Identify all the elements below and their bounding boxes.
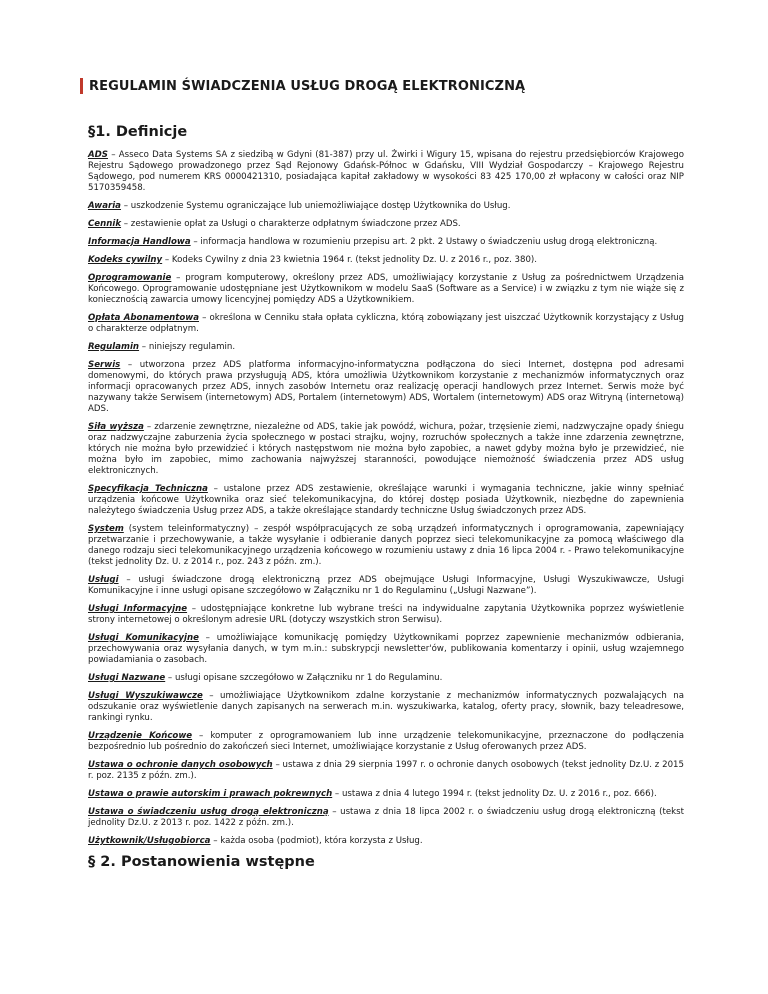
definition-text: – usługi świadczone drogą elektroniczną przez ADS obejmujące Usługi Informacyjne, Usługi Wyszukiwawcze, Usługi Komunikacyjne i inne usługi opisane szczegółowo w Załączniku nr 1 do Regulaminu („Usługi Nazwane”). <box>88 575 684 596</box>
definition-text: – zdarzenie zewnętrzne, niezależne od ADS, takie jak powódź, wichura, pożar, trzęsienie ziemi, nadzwyczajne opady śniegu oraz nadzwyczajne zaburzenia życia społecznego w postaci strajku, wojny, rozruchów społecznych a także inne zdarzenia zewnętrzne, których nie można było przewidzieć i których następstwom nie można było zapobiec, a nawet gdyby można było je przewidzieć, nie można było im zapobiec, mimo zachowania najwyższej staranności, powodujące niemożność świadczenia przez ADS usług elektronicznych. <box>88 422 684 476</box>
definition-text: – ustawa z dnia 4 lutego 1994 r. (tekst jednolity Dz. U. z 2016 r., poz. 666). <box>332 789 657 799</box>
definition-term: Ustawa o prawie autorskim i prawach pokrewnych <box>88 789 333 799</box>
definition-item <box>88 150 684 194</box>
definition-term: Cennik <box>88 219 122 229</box>
definition-item <box>88 422 684 477</box>
definition-term: Ustawa o świadczeniu usług drogą elektroniczną <box>88 807 329 817</box>
definition-term: ADS <box>88 150 108 160</box>
section-2-heading: § 2. Postanowienia wstępne <box>88 854 315 870</box>
definition-text: – ustalone przez ADS zestawienie, określające warunki i wymagania techniczne, jakie winny spełniać urządzenia końcowe Użytkownika oraz sieć telekomunikacyjna, do której dostęp posiada Użytkownik, niezbędne do zapewnienia należytego świadczenia Usług przez ADS, a także określające standardy techniczne Usług świadczonych przez ADS. <box>88 484 684 516</box>
definition-term: Usługi Nazwane <box>88 673 166 683</box>
definition-term: Siła wyższa <box>88 422 144 432</box>
definition-text: – określona w Cenniku stała opłata cykliczna, którą zobowiązany jest uiszczać Użytkownik korzystający z Usług o charakterze odpłatnym. <box>88 313 684 334</box>
definition-term: Ustawa o ochronie danych osobowych <box>88 760 273 770</box>
definition-text: – informacja handlowa w rozumieniu przepisu art. 2 pkt. 2 Ustawy o świadczeniu usług drogą elektroniczną. <box>190 237 658 247</box>
definition-item <box>88 807 684 829</box>
definition-text: – ustawa z dnia 18 lipca 2002 r. o świadczeniu usług drogą elektroniczną (tekst jednolity Dz.U. z 2013 r. poz. 1422 z późn. zm.). <box>88 807 684 828</box>
definition-item <box>88 673 684 684</box>
document-title <box>80 78 684 94</box>
definition-term: Oprogramowanie <box>88 273 172 283</box>
definition-item <box>88 789 684 800</box>
definition-item <box>88 760 684 782</box>
document-page <box>88 78 684 880</box>
definition-text: – komputer z oprogramowaniem lub inne urządzenie telekomunikacyjne, przeznaczone do podłączenia bezpośrednio lub pośrednio do zakończeń sieci Internet, umożliwiające korzystanie z Usług oferowanych przez ADS. <box>88 731 684 752</box>
definition-term: Awaria <box>88 201 121 211</box>
document-title-text: REGULAMIN ŚWIADCZENIA USŁUG DROGĄ ELEKTRONICZNĄ <box>89 78 526 94</box>
definition-item <box>88 313 684 335</box>
definition-text: – umożliwiające komunikację pomiędzy Użytkownikami poprzez zapewnienie mechanizmów odbierania, przechowywania oraz wysyłania danych, w tym m.in.: subskrypcji newsletter'ów, publikowania komentarzy i opinii, usług wzajemnego powiadamiania o zasobach. <box>88 633 685 665</box>
definition-text: – każda osoba (podmiot), która korzysta z Usług. <box>210 836 423 846</box>
definition-text: (system teleinformatyczny) – zespół współpracujących ze sobą urządzeń informatycznych i oprogramowania, zapewniający przetwarzanie i przechowywanie, a także wysyłanie i odbieranie danych poprzez sieci telekomunikacyjne za pomocą właściwego dla danego rodzaju sieci telekomunikacyjnego urządzenia końcowego w rozumieniu ustawy z dnia 16 lipca 2004 r. - Prawo telekomunikacyjne (tekst jednolity Dz. U. z 2014 r., poz. 243 z późn. zm.). <box>88 524 684 567</box>
definition-term: Kodeks cywilny <box>88 255 163 265</box>
title-accent-bar <box>80 78 83 94</box>
definition-item <box>88 360 684 415</box>
definition-term: Usługi Komunikacyjne <box>88 633 199 643</box>
definition-term: Regulamin <box>88 342 140 352</box>
definition-text: – usługi opisane szczegółowo w Załączniku nr 1 do Regulaminu. <box>165 673 443 683</box>
definition-term: Informacja Handlowa <box>88 237 191 247</box>
definition-term: Urządzenie Końcowe <box>88 731 193 741</box>
definition-text: – niniejszy regulamin. <box>139 342 236 352</box>
definition-item <box>88 633 684 666</box>
definition-text: – udostępniające konkretne lub wybrane treści na indywidualne zapytania Użytkownika poprzez wyświetlenie strony internetowej o określonym adresie URL (dotyczy wszystkich stron Serwisu). <box>88 604 685 625</box>
definition-text: – program komputerowy, określony przez ADS, umożliwiający korzystanie z Usług za pośrednictwem Urządzenia Końcowego. Oprogramowanie udostępniane jest Użytkownikom w modelu SaaS (Software as a Service) i w związku z tym nie wiąże się z koniecznością zawarcia umowy licencyjnej pomiędzy ADS a Użytkownikiem. <box>88 273 684 305</box>
definition-item <box>88 575 684 597</box>
definition-item <box>88 219 684 230</box>
definition-item <box>88 255 684 266</box>
definition-term: Usługi Informacyjne <box>88 604 188 614</box>
definition-item <box>88 201 684 212</box>
definition-item <box>88 524 684 568</box>
definition-item <box>88 273 684 306</box>
definition-term: Specyfikacja Techniczna <box>88 484 208 494</box>
definition-term: Opłata Abonamentowa <box>88 313 200 323</box>
definition-text: – ustawa z dnia 29 sierpnia 1997 r. o ochronie danych osobowych (tekst jednolity Dz.U. z 2015 r. poz. 2135 z późn. zm.). <box>88 760 684 781</box>
definition-term: Usługi Wyszukiwawcze <box>88 691 203 701</box>
definition-item <box>88 691 684 724</box>
definition-item <box>88 342 684 353</box>
definition-text: – Kodeks Cywilny z dnia 23 kwietnia 1964 r. (tekst jednolity Dz. U. z 2016 r., poz. 380). <box>162 255 538 265</box>
definition-text: – umożliwiające Użytkownikom zdalne korzystanie z mechanizmów informatycznych pozwalających na odszukanie oraz wyświetlenie danych zapisanych na serwerach m.in. wyszukiwarka, katalog, oferty pracy, słownik, bazy teleadresowe, rankingi rynku. <box>88 691 684 723</box>
definition-item <box>88 604 684 626</box>
definitions-list <box>88 150 684 847</box>
definition-item <box>88 731 684 753</box>
definition-term: Użytkownik/Usługobiorca <box>88 836 211 846</box>
definition-item <box>88 836 684 847</box>
definition-term: System <box>88 524 124 534</box>
definition-text: – zestawienie opłat za Usługi o charakterze odpłatnym świadczone przez ADS. <box>121 219 461 229</box>
definition-text: – uszkodzenie Systemu ograniczające lub uniemożliwiające dostęp Użytkownika do Usług. <box>121 201 511 211</box>
definition-text: – utworzona przez ADS platforma informacyjno-informatyczna podłączona do sieci Internet, dostępna pod adresami domenowymi, do których prawa przysługują ADS, która umożliwia Użytkownikom korzystanie z mechanizmów informatycznych oraz informacji opracowanych przez ADS, innych zasobów Internetu oraz realizację operacji handlowych przez Internet. Serwis może być nazywany także Serwisem (internetowym) ADS, Portalem (internetowym) ADS, Wortalem (internetowym) ADS oraz Witryną (internetową) ADS. <box>88 360 684 414</box>
section-1-heading: §1. Definicje <box>88 124 188 140</box>
definition-item <box>88 237 684 248</box>
definition-term: Serwis <box>88 360 121 370</box>
definition-item <box>88 484 684 517</box>
definition-text: – Asseco Data Systems SA z siedzibą w Gdyni (81-387) przy ul. Żwirki i Wigury 15, wpisana do rejestru przedsiębiorców Krajowego Rejestru Sądowego prowadzonego przez Sąd Rejonowy Gdańsk-Północ w Gdańsku, VIII Wydział Gospodarczy – Krajowego Rejestru Sądowego, pod numerem KRS 0000421310, posiadająca kapitał zakładowy w wysokości 83 425 170,00 zł wpłacony w całości oraz NIP 5170359458. <box>88 150 684 193</box>
definition-term: Usługi <box>88 575 119 585</box>
